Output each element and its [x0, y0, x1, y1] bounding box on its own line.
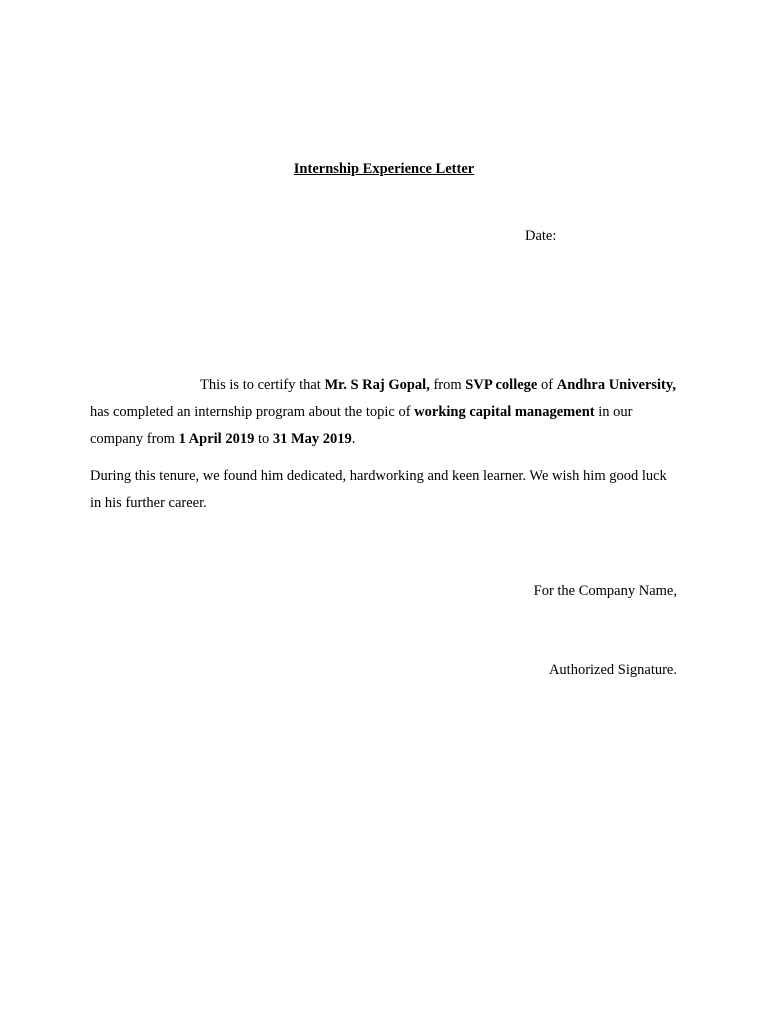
para1-text-3: of [537, 377, 557, 393]
letter-title: Internship Experience Letter [293, 161, 475, 177]
college-name: SVP college [465, 377, 538, 393]
certification-paragraph [90, 372, 680, 453]
para1-text-4: has completed an internship program about the topic of [90, 404, 415, 420]
date-label: Date: [525, 228, 557, 244]
evaluation-paragraph: During this tenure, we found him dedicated, hardworking and keen learner. We wish him good luck in his further career. [90, 468, 667, 511]
intern-name: Mr. S Raj Gopal, [324, 377, 430, 393]
start-date: 1 April 2019 [178, 431, 255, 447]
letter-body [90, 372, 680, 517]
signature-line: Authorized Signature. [548, 662, 677, 678]
university-name: Andhra University, [556, 377, 676, 393]
para1-text-5: in our company from [90, 404, 633, 447]
end-date: 31 May 2019 [272, 431, 352, 447]
para1-text-2: from [429, 377, 466, 393]
para1-text-1: This is to certify that [200, 377, 325, 393]
closing-line: For the Company Name, [533, 583, 677, 599]
internship-topic: working capital management [414, 404, 595, 420]
para1-text-6: to [254, 431, 273, 447]
para1-text-7: . [351, 431, 356, 447]
